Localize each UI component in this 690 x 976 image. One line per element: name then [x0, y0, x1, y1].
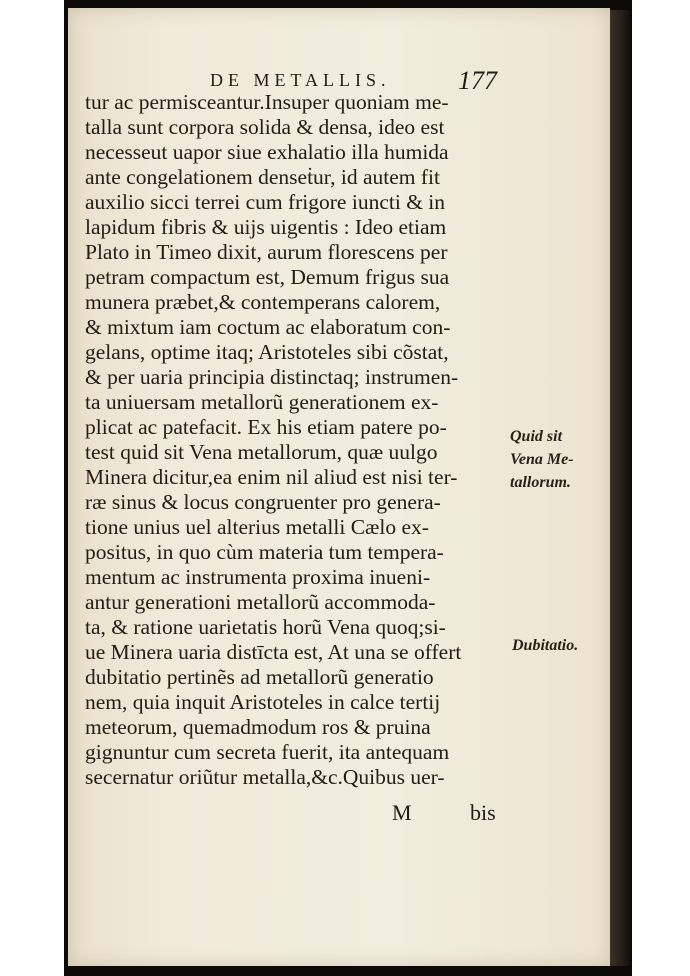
- text-line: plicat ac patefacit. Ex his etiam patere po-: [85, 415, 447, 439]
- text-line: ante congelationem denseṫur, id autem fit: [85, 165, 440, 189]
- text-line: antur generationi metallorũ accommoda-: [85, 590, 436, 614]
- text-line: ræ sinus & locus congruenter pro genera-: [85, 490, 441, 514]
- text-line: nem, quia inquit Aristoteles in calce tertij: [85, 690, 441, 714]
- text-line: mentum ac instrumenta proxima inueni-: [85, 565, 431, 589]
- page-number: 177: [458, 66, 497, 95]
- signature-mark: M: [392, 800, 412, 825]
- text-line: tur ac permisceantur.Insuper quoniam me-: [85, 90, 449, 114]
- text-line: meteorum, quemadmodum ros & pruina: [85, 715, 431, 739]
- text-line: test quid sit Vena metallorum, quæ uulgo: [85, 440, 438, 464]
- catchword: bis: [470, 800, 496, 825]
- text-line: necesseut uapor siue exhalatio illa humida: [85, 140, 449, 164]
- text-line: petram compactum est, Demum frigus sua: [85, 265, 450, 289]
- margin-note-line: Vena Me-: [510, 451, 574, 468]
- text-line: dubitatio pertinẽs ad metallorũ generatio: [85, 665, 434, 689]
- text-line: & mixtum iam coctum ac elaboratum con-: [85, 315, 451, 339]
- text-line: tione unius uel alterius metalli Cælo ex-: [85, 515, 429, 539]
- running-title: DE METALLIS.: [210, 70, 391, 90]
- margin-note-vena: [510, 425, 574, 494]
- text-line: gignuntur cum secreta fuerit, ita antequam: [85, 740, 450, 764]
- text-line: ue Minera uaria distīcta est, At una se offert: [85, 640, 462, 664]
- page-edge-shadow: [610, 10, 630, 966]
- text-line: munera præbet,& contemperans calorem,: [85, 290, 441, 314]
- text-line: ta, & ratione uarietatis horũ Vena quoq;si-: [85, 615, 446, 639]
- text-line: Minera dicitur,ea enim nil aliud est nisi ter-: [85, 465, 458, 489]
- text-line: & per uaria principia distinctaq; instrumen-: [85, 365, 459, 389]
- margin-note-line: Dubitatio.: [512, 637, 579, 654]
- text-line: auxilio sicci terrei cum frigore iuncti & in: [85, 190, 446, 214]
- text-line: talla sunt corpora solida & densa, ideo est: [85, 115, 445, 139]
- text-line: lapidum fibris & uijs uigentis : Ideo etiam: [85, 215, 447, 239]
- text-line: gelans, optime itaq; Aristoteles sibi cõstat,: [85, 340, 449, 364]
- margin-note-line: tallorum.: [510, 474, 571, 491]
- margin-note-line: Quid sit: [510, 428, 563, 445]
- text-line: ta uniuersam metallorũ generationem ex-: [85, 390, 439, 414]
- text-line: secernatur oriũtur metalla,&c.Quibus uer-: [85, 765, 445, 789]
- margin-note-dubitatio: [512, 634, 578, 657]
- text-line: positus, in quo cùm materia tum tempera-: [85, 540, 444, 564]
- body-text: [85, 90, 515, 790]
- text-line: Plato in Timeo dixit, aurum florescens per: [85, 240, 448, 264]
